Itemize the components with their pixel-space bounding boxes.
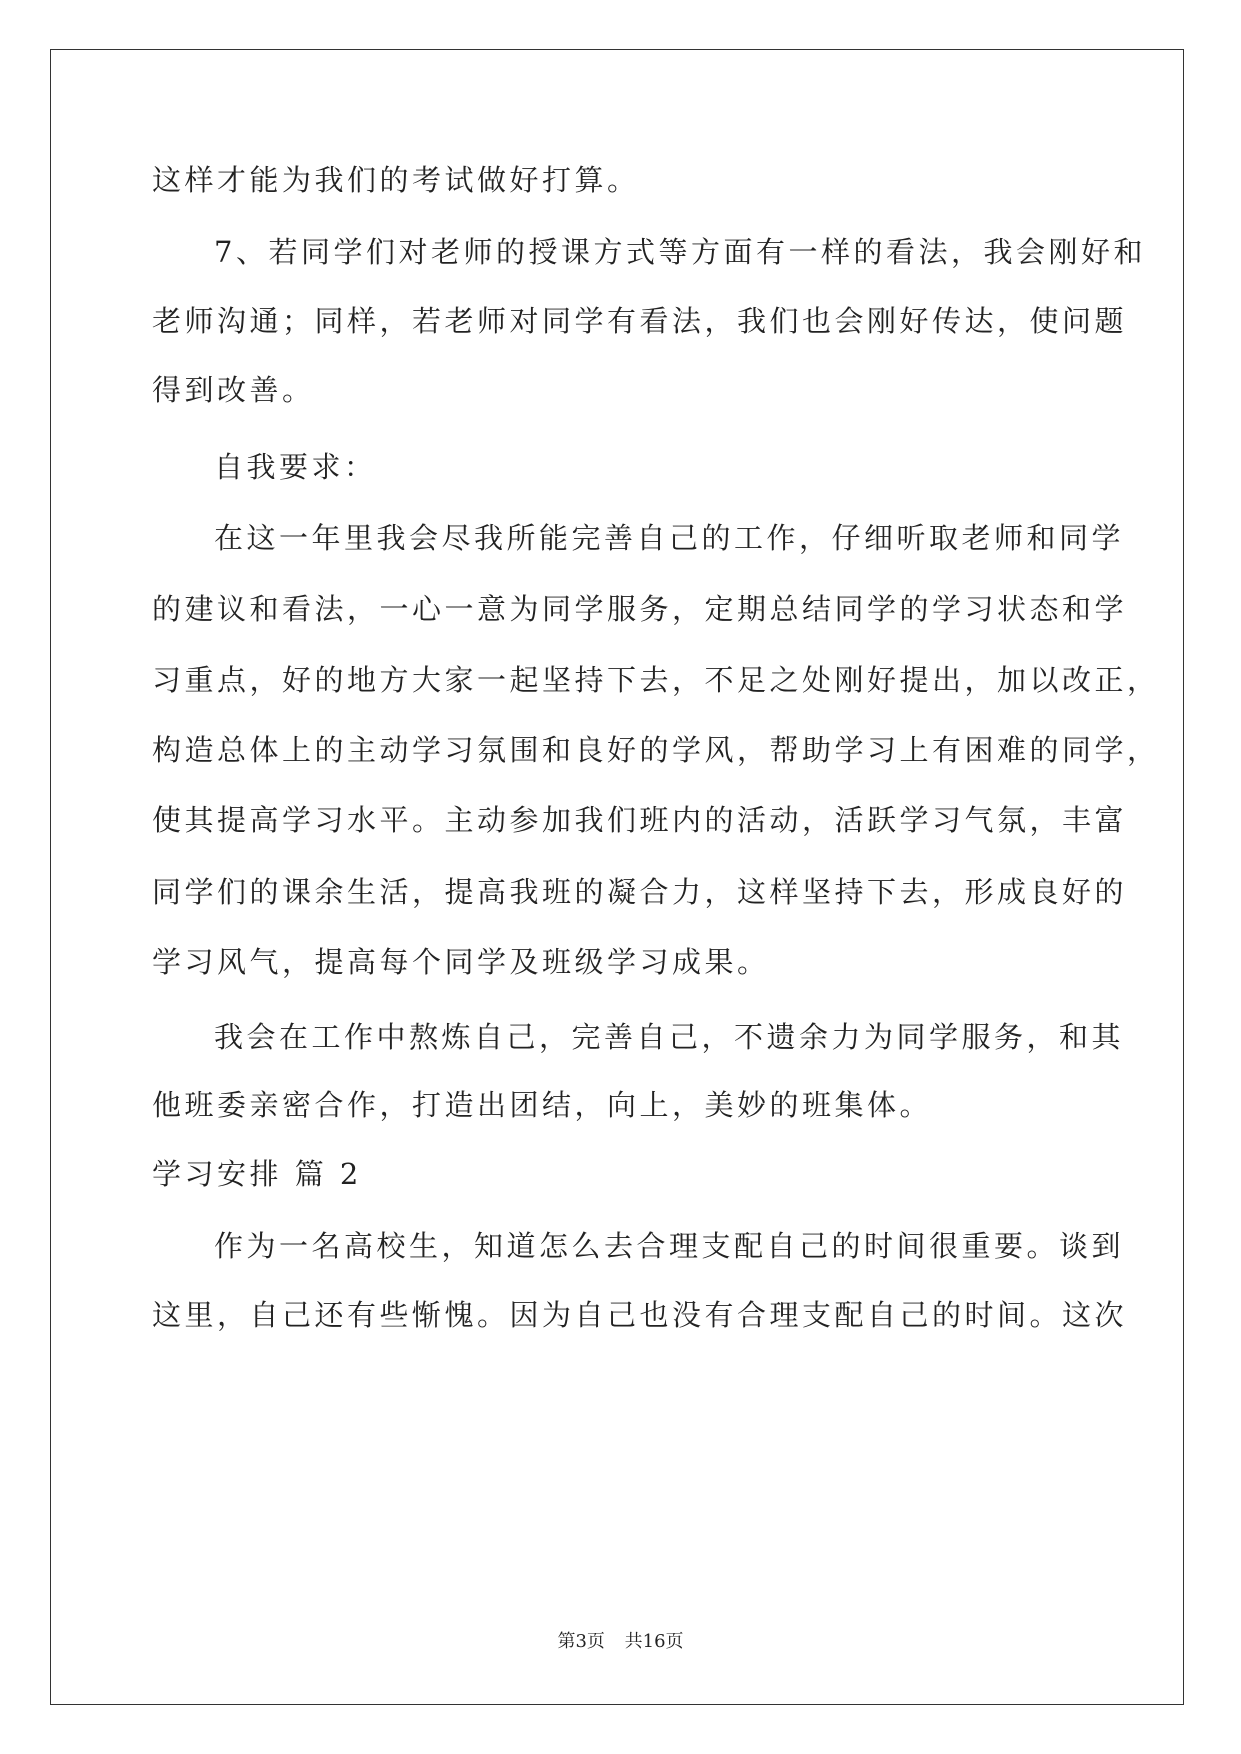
text-line: 这里，自己还有些惭愧。因为自己也没有合理支配自己的时间。这次 xyxy=(152,1298,1128,1332)
page-total: 共16页 xyxy=(624,1631,684,1652)
text-line: 学习风气，提高每个同学及班级学习成果。 xyxy=(152,945,770,979)
text-line: 他班委亲密合作，打造出团结，向上，美妙的班集体。 xyxy=(152,1088,933,1122)
text-line: 的建议和看法，一心一意为同学服务，定期总结同学的学习状态和学 xyxy=(152,592,1128,626)
section-title: 学习安排 篇 2 xyxy=(152,1157,362,1191)
text-line: 老师沟通；同样，若老师对同学有看法，我们也会刚好传达，使问题 xyxy=(152,304,1128,338)
text-line: 我会在工作中熬炼自己，完善自己，不遗余力为同学服务，和其 xyxy=(214,1020,1125,1054)
text-line: 这样才能为我们的考试做好打算。 xyxy=(152,163,640,197)
text-line: 得到改善。 xyxy=(152,373,315,407)
text-line: 构造总体上的主动学习氛围和良好的学风，帮助学习上有困难的同学， xyxy=(152,733,1160,767)
text-line: 作为一名高校生，知道怎么去合理支配自己的时间很重要。谈到 xyxy=(214,1229,1125,1263)
text-line: 使其提高学习水平。主动参加我们班内的活动，活跃学习气氛，丰富 xyxy=(152,803,1128,837)
page-number: 第3页 xyxy=(557,1631,605,1652)
text-line: 习重点，好的地方大家一起坚持下去，不足之处刚好提出，加以改正， xyxy=(152,663,1160,697)
page-footer xyxy=(0,1630,1241,1654)
text-line: 同学们的课余生活，提高我班的凝合力，这样坚持下去，形成良好的 xyxy=(152,875,1128,909)
section-heading: 自我要求： xyxy=(214,450,377,484)
text-line: 7、若同学们对老师的授课方式等方面有一样的看法，我会刚好和 xyxy=(214,235,1146,269)
text-line: 在这一年里我会尽我所能完善自己的工作，仔细听取老师和同学 xyxy=(214,521,1125,555)
